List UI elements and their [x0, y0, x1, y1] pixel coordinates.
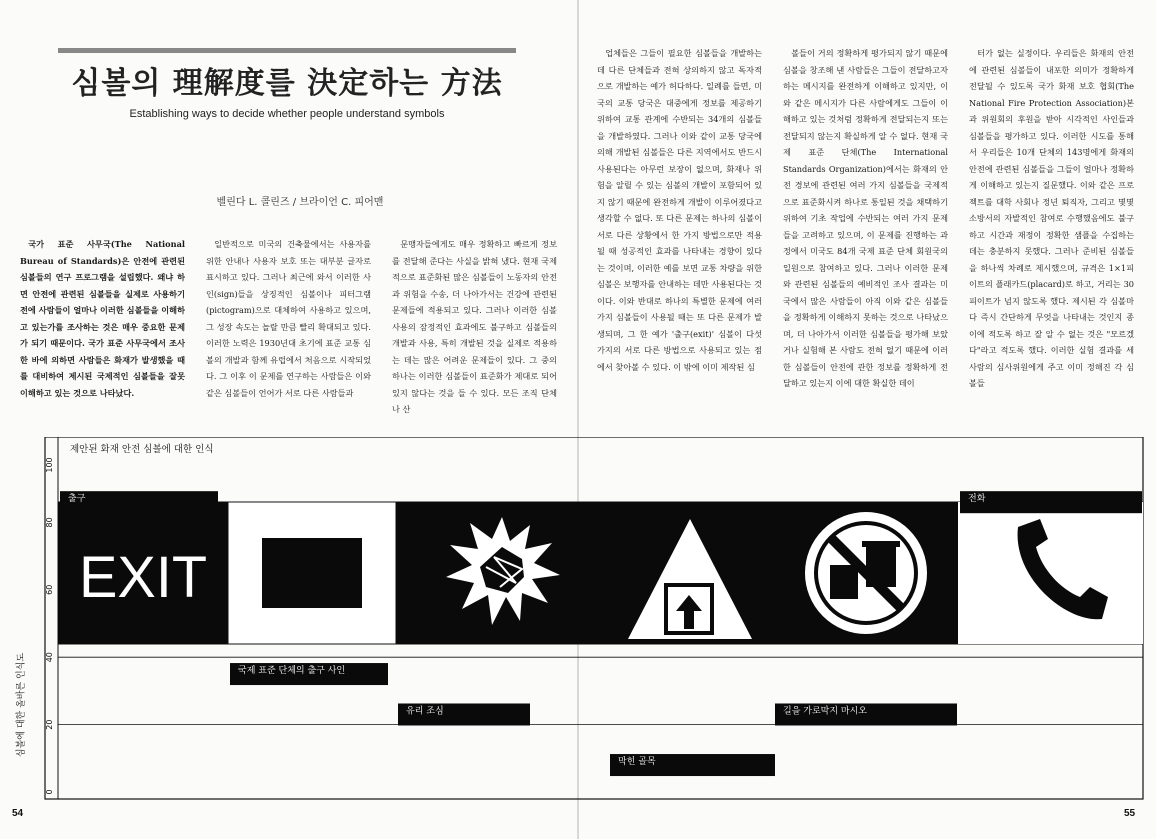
column-6 [969, 45, 1134, 427]
bar-0 [60, 491, 218, 513]
dead-end-symbol-panel [608, 502, 773, 644]
article-title: 심볼의 理解度를 決定하는 方法 [71, 66, 503, 101]
broken-glass-symbol-panel [396, 502, 608, 644]
bar-label: 출구 [68, 494, 86, 505]
column-4-text: 업체들은 그들이 필요한 심볼들을 개발하는 데 다른 단체들과 전혀 상의하지 않고 독자적으로 개발하는 예가 허다하다. 일례를 들면, 미국의 교통 당국은 대중에게 정보를 제공하기 위하여 교통 관계에 수반되는 34개의 심볼들을 개발하였다. 그러나 이와 같이 교통 당국에 의해 개발된 심볼들은 다른 지역에서도 반드시 사용된다는 아무런 보장이 없으며, 화재나 위험을 알릴 수 있는 심볼의 개발이 포함되어 있지 않기 때문에 완전하게 개발이 이루어졌다고 생각할 수 없다. 또 다른 문제는 하나의 심볼이 서로 다른 상황에서 한 가지 방법으로만 적용될 때 성공적인 효과를 나타내는 경향이 있다는 것이며, 이러한 예를 보면 교통 차량을 위한 심볼은 보행자를 안내하는 데만 사용된다는 것이다. 이와 반대로 하나의 특별한 문제에 여러 가지 심볼들이 사용될 때는 또 다른 문제가 발생되며, 그 한 예가 '출구(exit)' 심볼이 다섯 가지의 서로 다른 방법으로 사용되고 있는 점에서 찾아볼 수 있다. 이 밖에 이미 제작된 심 [597, 48, 762, 372]
y-tick-label: 40 [45, 652, 54, 663]
iso-exit-mark [262, 538, 362, 608]
bar-4 [775, 703, 957, 725]
column-2-text: 일반적으로 미국의 건축물에서는 사용자를 위한 안내나 사용자 보호 또는 대부분 글자로 표시하고 있다. 그러나 최근에 와서 이러한 사인(sign)들을 상징적인 심볼이나 피터그램(pictogram)으로 대체하여 사용하고 있으며, 그 성장 속도는 놀랄 만큼 빨리 확대되고 있다. 이러한 노력은 1930년대 초기에 표준 교통 심볼의 개발과 함께 유럽에서 처음으로 시작되었다. 그 이후 이 문제를 연구하는 사람들은 이와 같은 심볼들이 언어가 서로 다른 사람들과 [206, 239, 371, 398]
page-number-right: 55 [1124, 808, 1136, 819]
y-tick-label: 60 [45, 584, 54, 595]
exit-symbol-panel [58, 502, 228, 644]
y-tick-label: 20 [45, 719, 54, 730]
column-4 [597, 45, 762, 427]
y-tick-label: 100 [45, 457, 54, 473]
article-authors: 벨린다 L. 콜린즈 / 브라이언 C. 피어맨 [216, 197, 384, 208]
exit-sign-text: EXIT [79, 545, 207, 610]
bar-3 [610, 754, 775, 776]
bar-label: 전화 [968, 494, 986, 505]
y-tick-label: 80 [45, 517, 54, 528]
column-1-text: 국가 표준 사무국(The National Bureau of Standards)은 안전에 관련된 심볼들의 연구 프로그램을 설립했다. 왜냐 하면 안전에 관련된 심볼들을 실제로 사용하기 전에 사람들이 얼마나 이러한 심볼들을 이해하고 있는가를 조사하는 것은 매우 중요한 문제가 되기 때문이다. 국가 표준 사무국에서 조사한 바에 의하면 사람들은 화재가 발생했을 때를 대비하여 제시된 국제적인 심볼들을 잘못 이해하고 있는 것으로 나타났다. [20, 239, 185, 398]
bar-label: 막힌 골목 [618, 757, 656, 768]
column-3 [392, 236, 557, 426]
column-5-text: 볼들이 거의 정확하게 평가되지 않기 때문에 심볼을 창조해 낸 사람들은 그들이 전달하고자 하는 메시지를 완전하게 이해하고 있지만, 이와 같은 메시지가 다른 사람에게도 그들이 이해하고 있는 것처럼 정확하게 전달되는지 또는 전달되지 않는지 확실하게 알 수 없다. 현재 국제 표준 단체(The International Standards Organization)에서는 화재의 안전 경보에 관련된 여러 가지 심볼들을 국제적으로 표준화시켜 하나로 통일된 것을 채택하기 위하여 기초 작업에 수반되는 여러 가지 문제들을 고려하고 있으며, 이 문제를 진행하는 과정에서 미국도 84개 국제 표준 단체 회원국의 일원으로 참여하고 있다. 그러나 이러한 문제와 관련된 심볼들의 예비적인 조사 결과는 미국에서 많은 사람들이 아직 이와 같은 심볼들을 정확하게 이해하지 못하는 것으로 나타났으며, 더 나아가서 이러한 심볼들을 평가해 보았거나 실험해 본 사람도 전혀 없기 때문에 이러한 심볼들이 안전에 관한 정보를 정확하게 전달하고 있는지 이에 대한 확실한 데이 [783, 48, 948, 388]
recognition-chart [0, 437, 1156, 802]
bar-label: 국제 표준 단체의 출구 사인 [238, 666, 346, 677]
chart-tick-labels [45, 457, 54, 794]
telephone-bg [958, 502, 1143, 644]
chart-title: 제안된 화재 안전 심볼에 대한 인식 [70, 444, 214, 455]
title-rule [58, 48, 516, 53]
do-not-block-symbol-panel [773, 502, 958, 644]
bar-rect [960, 491, 1142, 513]
page-number-left: 54 [12, 808, 24, 819]
iso-exit-symbol-panel [228, 502, 396, 644]
y-axis-label: 심볼에 대한 올바른 인식도 [16, 652, 27, 758]
column-2 [206, 236, 371, 426]
y-tick-label: 0 [45, 789, 54, 795]
y-axis-label-wrap [10, 610, 30, 800]
telephone-symbol-panel [958, 502, 1143, 644]
article-subtitle: Establishing ways to decide whether people understand symbols [129, 108, 445, 120]
bar-label: 유리 조심 [406, 706, 444, 717]
trash-lid [862, 541, 900, 547]
bar-label: 길을 가로막지 마시오 [783, 706, 867, 717]
bar-2 [398, 703, 530, 725]
column-5 [783, 45, 948, 427]
column-1 [20, 236, 185, 412]
bar-5 [960, 491, 1142, 513]
symbol-panels [58, 502, 1143, 644]
column-6-text: 터가 없는 실정이다. 우리들은 화재의 안전에 관련된 심볼들이 내포한 의미가 정확하게 전달될 수 있도록 국가 화재 보호 협회(The National Fire Protection Association)본과 위원회의 후원을 받아 시각적인 사인들과 심볼들을 평가하고 있다. 이러한 시도를 통해서 우리들은 10개 단체의 143명에게 화재의 안전에 관련된 심볼들을 그들이 얼마나 정확하게 이해하고 있는지 질문했다. 이와 같은 프로젝트를 대학 사회나 정년 퇴직자, 그리고 몇몇 소방서의 자발적인 참여로 수행했음에도 불구하고 시간과 재정이 정확한 샘플을 수집하는 데는 충분하지 못했다. 그러나 준비된 심볼들을 하나씩 차례로 제시했으며, 규격은 1×1피이트의 플래카드(placard)로 하고, 거리는 30피이트가 넘지 않도록 했다. 제시된 각 심볼마다 즉시 간단하게 무엇을 나타내는 것인지 종이에 적도록 하고 잘 알 수 없는 것은 "모르겠다"라고 적도록 했다. 이러한 실험 결과를 세 사람의 심사위원에게 주고 이미 정해진 각 심볼들 [969, 48, 1134, 388]
boxes-icon [830, 565, 858, 599]
bar-1 [230, 663, 388, 685]
column-3-text: 문맹자들에게도 매우 정확하고 빠르게 정보를 전달해 준다는 사실을 밝혀 냈다. 현재 국제적으로 표준화된 많은 심볼들이 노동자의 안전과 위험을 수송, 더 나아가서는 건강에 관련된 문제들에 적용되고 있다. 그러나 이러한 심볼 사용의 잠정적인 효과에도 불구하고 심볼들의 개발과 사용, 특히 개발된 것을 실제로 적용하는 데는 많은 어려운 문제들이 있다. 그 중의 하나는 이러한 심볼들이 표준화가 제대로 되어 있지 않다는 것을 들 수 있다. 모든 조직 단체나 산 [392, 239, 557, 414]
